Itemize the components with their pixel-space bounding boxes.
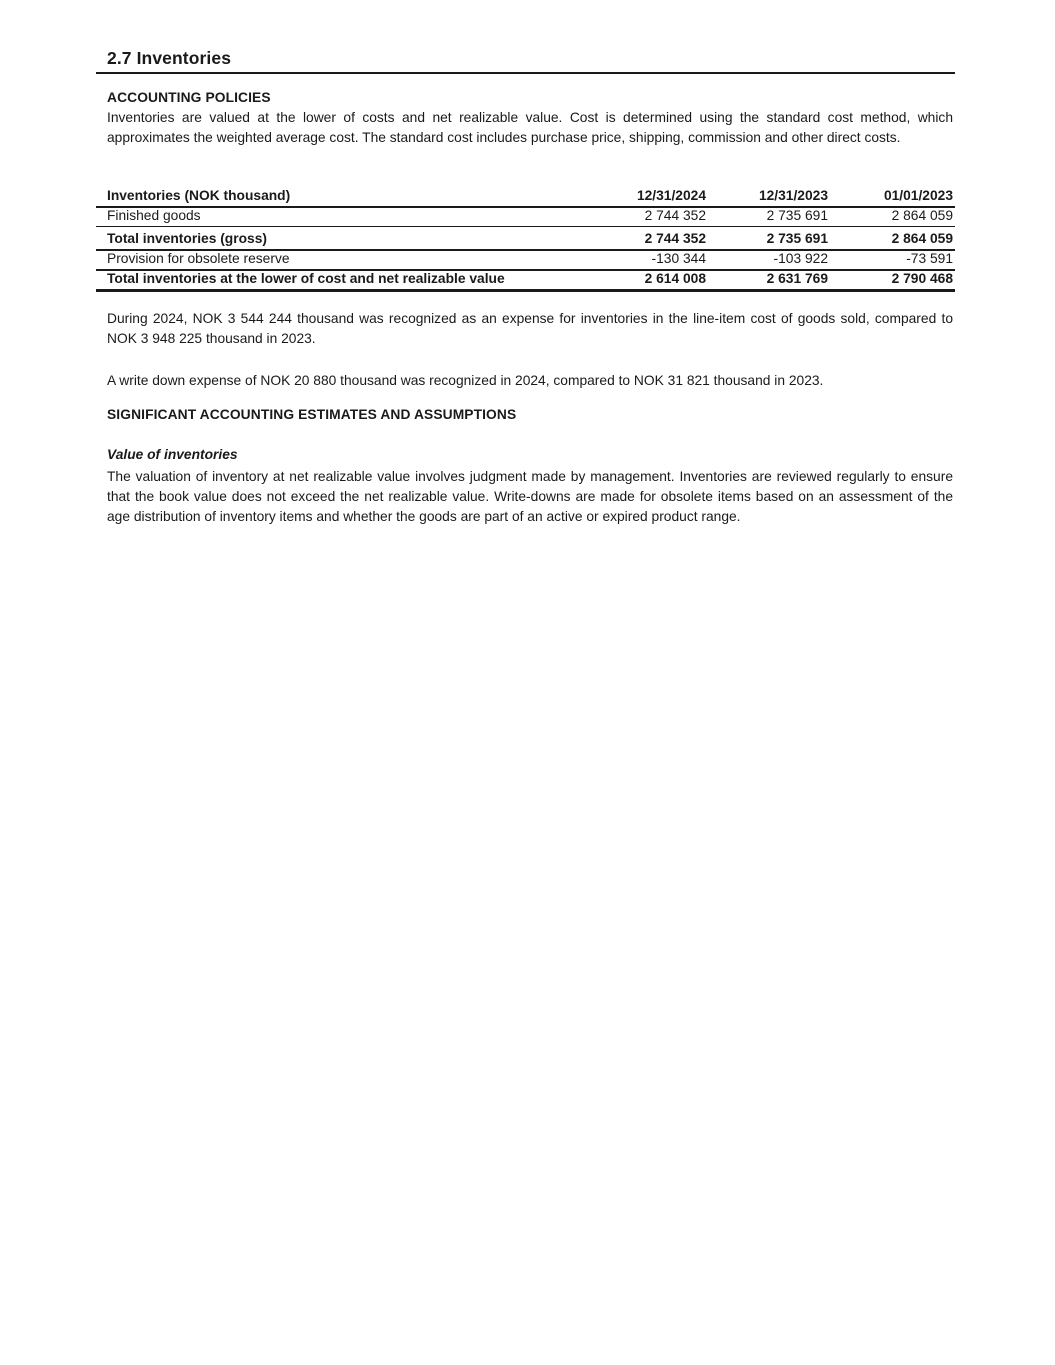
table-header-label: Inventories (NOK thousand) — [107, 188, 291, 203]
row-label: Provision for obsolete reserve — [107, 250, 290, 266]
cell-value: 2 735 691 — [766, 230, 828, 246]
cell-value: 2 864 059 — [891, 208, 953, 223]
row-label: Total inventories (gross) — [107, 230, 267, 246]
table-row-total-net — [96, 270, 955, 291]
inventories-table — [96, 188, 955, 292]
cost-of-goods-sold-paragraph: During 2024, NOK 3 544 244 thousand was recognized as an expense for inventories in the line-item cost of goods sold, compared to NOK 3 948 225 thousand in 2023. — [107, 311, 953, 346]
significant-estimates-heading: SIGNIFICANT ACCOUNTING ESTIMATES AND ASSUMPTIONS — [107, 407, 517, 422]
section-title: 2.7 Inventories — [96, 48, 955, 74]
cell-value: 2 864 059 — [891, 230, 953, 246]
cell-value: 2 790 468 — [891, 270, 953, 286]
table-header-col-0101-2023: 01/01/2023 — [883, 188, 953, 203]
accounting-policies-paragraph: Inventories are valued at the lower of costs and net realizable value. Cost is determined using the standard cost method, which approximates the weighted average cost. The standard cost includes purchase price, shipping, commission and other direct costs. — [107, 110, 953, 145]
cell-value: 2 631 769 — [766, 270, 828, 286]
write-down-paragraph: A write down expense of NOK 20 880 thousand was recognized in 2024, compared to NOK 31 821 thousand in 2023. — [107, 373, 824, 388]
cell-value: 2 735 691 — [766, 208, 828, 223]
table-header-col-2023: 12/31/2023 — [758, 188, 828, 203]
value-of-inventories-subheading: Value of inventories — [107, 447, 238, 462]
cell-value: -130 344 — [651, 250, 706, 266]
cell-value: 2 614 008 — [644, 270, 706, 286]
accounting-policies-heading: ACCOUNTING POLICIES — [107, 90, 271, 105]
table-row-finished-goods — [96, 207, 955, 227]
cell-value: -73 591 — [906, 250, 953, 266]
cell-value: 2 744 352 — [644, 208, 706, 223]
value-of-inventories-paragraph: The valuation of inventory at net realizable value involves judgment made by management. Inventories are reviewed regularly to ensure that the book value does not exceed the net realizable value. Write-downs are made for obsolete items based on an assessment of the age distribution of inventory items and whether the goods are part of an active or expired product range. — [107, 469, 953, 524]
table-row-total-gross — [96, 227, 955, 250]
cell-value: 2 744 352 — [644, 230, 706, 246]
table-header-row — [96, 188, 955, 207]
table-row-provision-obsolete — [96, 250, 955, 270]
row-label: Total inventories at the lower of cost and net realizable value — [107, 270, 505, 286]
row-label: Finished goods — [107, 208, 201, 223]
cell-value: -103 922 — [773, 250, 828, 266]
table-header-col-2024: 12/31/2024 — [636, 188, 706, 203]
